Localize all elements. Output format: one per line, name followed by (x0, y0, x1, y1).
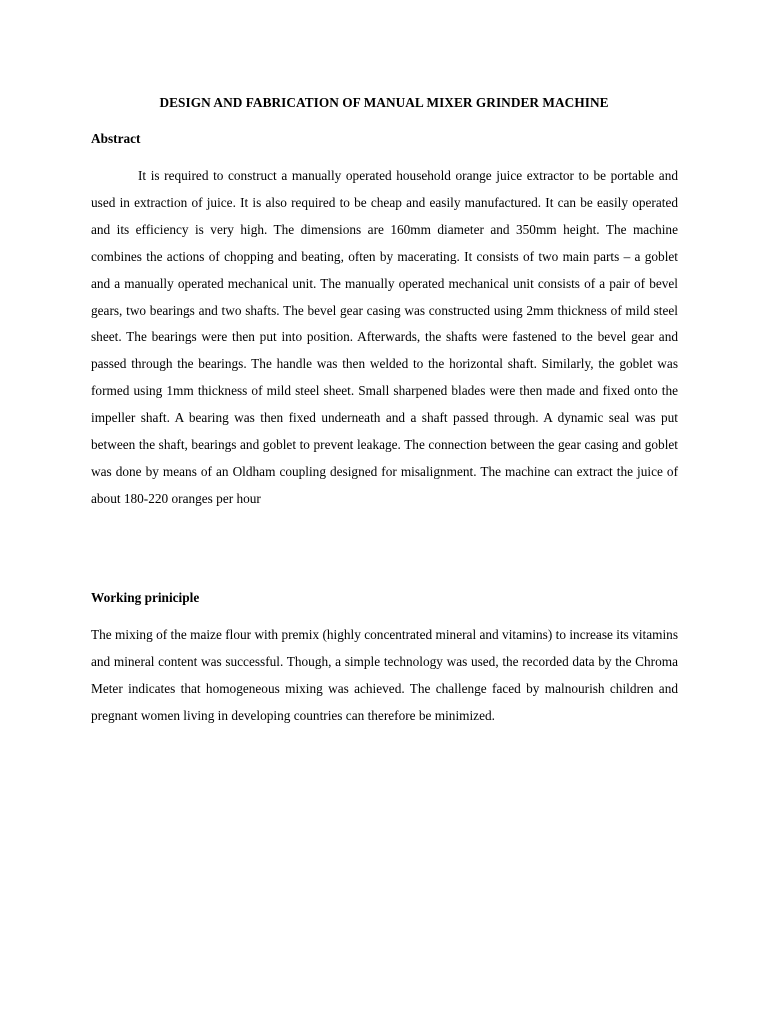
abstract-paragraph: It is required to construct a manually operated household orange juice extractor to be portable and used in extraction of juice. It is also required to be cheap and easily manufactured. It can be easily operated and its efficiency is very high. The dimensions are 160mm diameter and 350mm height. The machine combines the actions of chopping and beating, often by macerating. It consists of two main parts – a goblet and a manually operated mechanical unit. The manually operated mechanical unit consists of a pair of bevel gears, two bearings and two shafts. The bevel gear casing was constructed using 2mm thickness of mild steel sheet. The bearings were then put into position. Afterwards, the shafts were fastened to the bevel gear and passed through the bearings. The handle was then welded to the horizontal shaft. Similarly, the goblet was formed using 1mm thickness of mild steel sheet. Small sharpened blades were then made and fixed onto the impeller shaft. A bearing was then fixed underneath and a shaft passed through. A dynamic seal was put between the shaft, bearings and goblet to prevent leakage. The connection between the gear casing and goblet was done by means of an Oldham coupling designed for misalignment. The machine can extract the juice of about 180-220 oranges per hour (91, 168, 678, 506)
working-principle-heading: Working priniciple (91, 590, 200, 605)
document-title: DESIGN AND FABRICATION OF MANUAL MIXER GRINDER MACHINE (159, 95, 609, 110)
working-principle-paragraph: The mixing of the maize flour with premix (highly concentrated mineral and vitamins) to increase its vitamins and mineral content was successful. Though, a simple technology was used, the recorded data by the Chroma Meter indicates that homogeneous mixing was achieved. The challenge faced by malnourish children and pregnant women living in developing countries can therefore be minimized. (91, 627, 678, 723)
abstract-heading: Abstract (91, 131, 141, 146)
